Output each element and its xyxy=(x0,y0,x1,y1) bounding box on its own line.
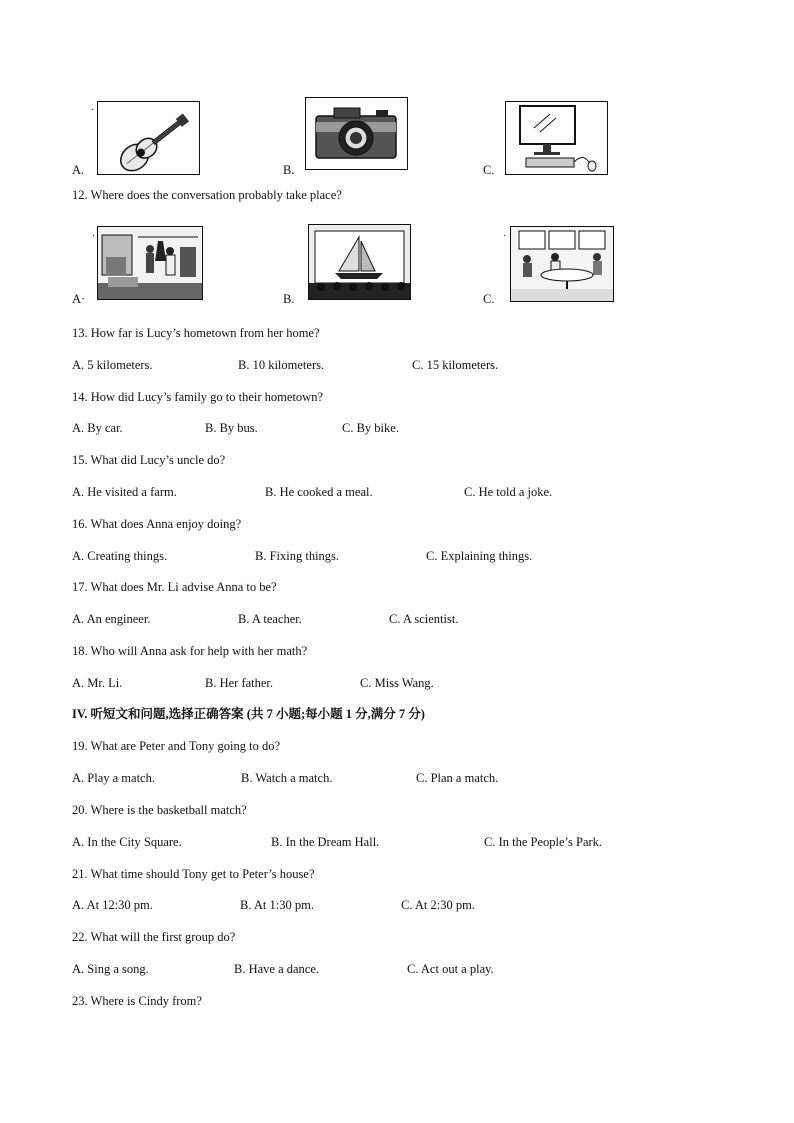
q12-option-b-label: B. xyxy=(283,292,295,306)
q20-question: 20. Where is the basketball match? xyxy=(72,803,247,817)
q17-option-a: A. An engineer. xyxy=(72,612,151,626)
q14-option-a: A. By car. xyxy=(72,421,123,435)
q13-option-c: C. 15 kilometers. xyxy=(412,358,499,372)
q21-option-c: C. At 2:30 pm. xyxy=(401,898,475,912)
q20-option-c: C. In the People’s Park. xyxy=(484,835,603,849)
q23-question: 23. Where is Cindy from? xyxy=(72,994,202,1008)
q17-question: 17. What does Mr. Li advise Anna to be? xyxy=(72,580,277,594)
q22-question: 22. What will the first group do? xyxy=(72,930,236,944)
q12-option-a-label: A· xyxy=(72,292,86,306)
q19-option-b: B. Watch a match. xyxy=(241,771,333,785)
q14-question: 14. How did Lucy’s family go to their hometown? xyxy=(72,390,324,404)
q14-option-c: C. By bike. xyxy=(342,421,399,435)
q22-option-c: C. Act out a play. xyxy=(407,962,494,976)
q17-option-c: C. A scientist. xyxy=(389,612,459,626)
q11-option-a-label: A. xyxy=(72,163,85,177)
clothes-shop-image xyxy=(97,226,203,300)
q18-option-b: B. Her father. xyxy=(205,676,274,690)
guitar-image xyxy=(97,101,200,175)
q18-question: 18. Who will Anna ask for help with her math? xyxy=(72,644,308,658)
q16-option-b: B. Fixing things. xyxy=(255,549,340,563)
q11-option-c-label: C. xyxy=(483,163,495,177)
q21-option-b: B. At 1:30 pm. xyxy=(240,898,314,912)
q11-option-b-label: B. xyxy=(283,163,295,177)
q12-question: 12. Where does the conversation probably take place? xyxy=(72,188,342,202)
cinema-image xyxy=(308,224,411,300)
section-4-heading: IV. 听短文和问题,选择正确答案 (共 7 小题;每小题 1 分,满分 7 分) xyxy=(72,707,425,721)
q18-option-c: C. Miss Wang. xyxy=(360,676,434,690)
q21-question: 21. What time should Tony get to Peter’s house? xyxy=(72,867,315,881)
camera-image xyxy=(305,97,408,170)
q15-option-b: B. He cooked a meal. xyxy=(265,485,373,499)
q18-option-a: A. Mr. Li. xyxy=(72,676,123,690)
q20-option-a: A. In the City Square. xyxy=(72,835,182,849)
q19-option-a: A. Play a match. xyxy=(72,771,155,785)
q15-option-a: A. He visited a farm. xyxy=(72,485,177,499)
q15-question: 15. What did Lucy’s uncle do? xyxy=(72,453,226,467)
q16-option-a: A. Creating things. xyxy=(72,549,168,563)
image-mark: · xyxy=(503,231,507,242)
q12-option-c-label: C. xyxy=(483,292,495,306)
q17-option-b: B. A teacher. xyxy=(238,612,302,626)
q19-option-c: C. Plan a match. xyxy=(416,771,499,785)
q16-question: 16. What does Anna enjoy doing? xyxy=(72,517,242,531)
q19-question: 19. What are Peter and Tony going to do? xyxy=(72,739,280,753)
q14-option-b: B. By bus. xyxy=(205,421,258,435)
image-mark: · xyxy=(91,105,95,116)
q16-option-c: C. Explaining things. xyxy=(426,549,533,563)
q22-option-a: A. Sing a song. xyxy=(72,962,149,976)
q13-option-b: B. 10 kilometers. xyxy=(238,358,325,372)
computer-image xyxy=(505,101,608,175)
q13-option-a: A. 5 kilometers. xyxy=(72,358,153,372)
q22-option-b: B. Have a dance. xyxy=(234,962,320,976)
image-mark: · xyxy=(92,231,96,242)
q20-option-b: B. In the Dream Hall. xyxy=(271,835,380,849)
q13-question: 13. How far is Lucy’s hometown from her home? xyxy=(72,326,320,340)
q21-option-a: A. At 12:30 pm. xyxy=(72,898,153,912)
q15-option-c: C. He told a joke. xyxy=(464,485,553,499)
restaurant-image xyxy=(510,226,614,302)
